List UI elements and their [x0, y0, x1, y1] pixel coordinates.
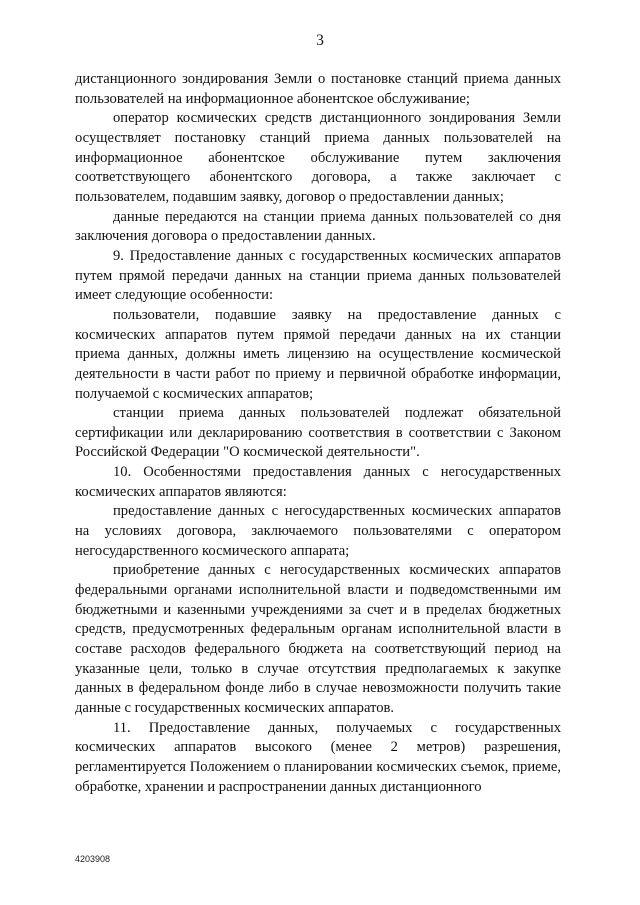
document-body	[75, 70, 561, 797]
paragraph: данные передаются на станции приема данных пользователей со дня заключения договора о предоставлении данных.	[75, 208, 561, 245]
paragraph: 9. Предоставление данных с государственных космических аппаратов путем прямой передачи данных на станции приема данных пользователей имеет следующие особенности:	[75, 247, 561, 304]
paragraph: приобретение данных с негосударственных космических аппаратов федеральными органами исполнительной власти и подведомственными им бюджетными и казенными учреждениями за счет и в пределах бюджетных средств, предусмотренных федеральным органам исполнительной власти в составе расходов федерального бюджета на соответствующий период на указанные цели, только в случае отсутствия предполагаемых к закупке данных в федеральном фонде либо в случае невозможности получить такие данные с государственных космических аппаратов.	[75, 562, 561, 716]
paragraph: 10. Особенностями предоставления данных с негосударственных космических аппаратов являются:	[75, 464, 561, 500]
paragraph: предоставление данных с негосударственных космических аппаратов на условиях договора, заключаемого пользователями с оператором негосударственного космического аппарата;	[75, 503, 561, 559]
paragraph: 11. Предоставление данных, получаемых с государственных космических аппаратов высокого (менее 2 метров) разрешения, регламентируется Положением о планировании космических съемок, приеме, обработке, хранении и распространении данных дистанционного	[75, 719, 561, 795]
page-number: 3	[316, 32, 324, 49]
paragraph: станции приема данных пользователей подлежат обязательной сертификации или декларированию соответствия в соответствии с Законом Российской Федерации "О космической деятельности".	[75, 405, 561, 461]
paragraph: дистанционного зондирования Земли о постановке станций приема данных пользователей на информационное абонентское обслуживание;	[75, 71, 561, 107]
document-code: 4203908	[75, 854, 111, 864]
paragraph: оператор космических средств дистанционного зондирования Земли осуществляет постановку станций приема данных пользователей на информационное абонентское обслуживание путем заключения соответствующего абонентского договора, а также заключает с пользователем, подавшим заявку, договор о предоставлении данных;	[75, 110, 561, 205]
paragraph: пользователи, подавшие заявку на предоставление данных с космических аппаратов путем прямой передачи данных на их станции приема данных, должны иметь лицензию на осуществление космической деятельности в части работ по приему и первичной обработке информации, получаемой с космических аппаратов;	[75, 306, 561, 402]
